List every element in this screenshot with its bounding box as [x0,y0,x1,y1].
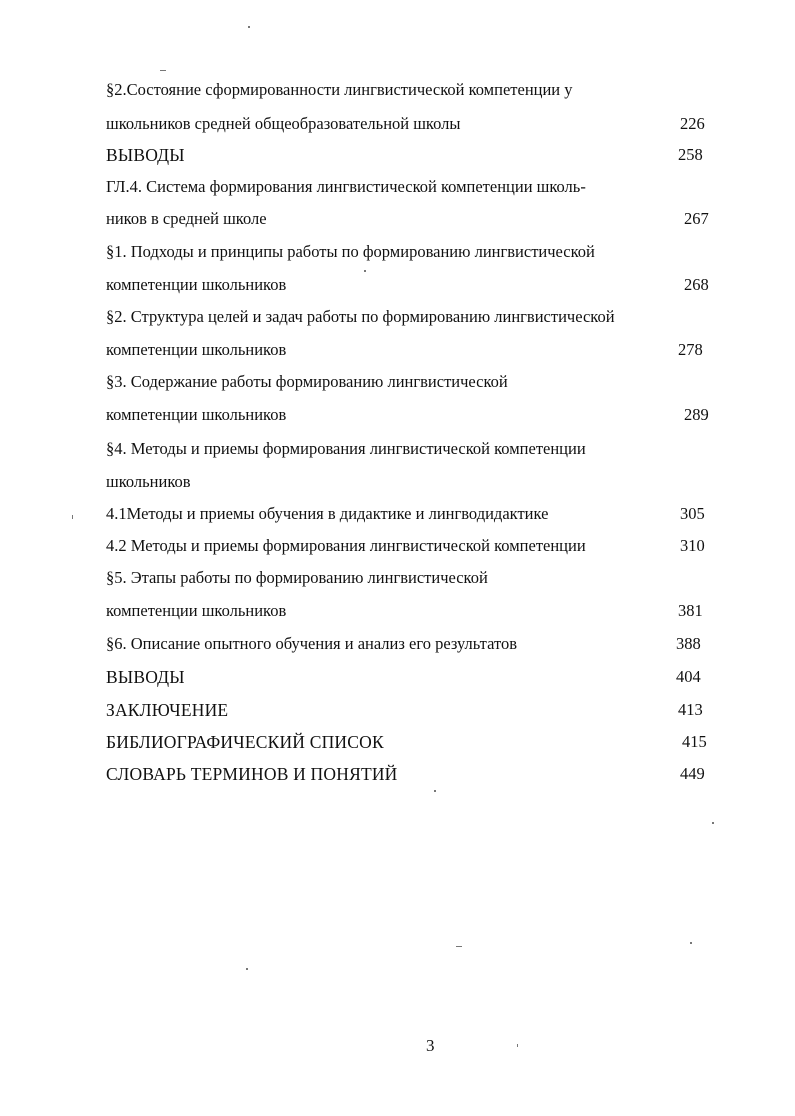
toc-entry-text: ников в средней школе [106,209,267,228]
scan-speck [690,942,692,944]
toc-entry-text: БИБЛИОГРАФИЧЕСКИЙ СПИСОК [106,732,384,752]
toc-page-number: 415 [682,732,707,751]
toc-page-number: 413 [678,700,703,719]
scan-speck [246,968,248,970]
toc-entry-text: ЗАКЛЮЧЕНИЕ [106,700,229,720]
toc-entry-text: компетенции школьников [106,405,287,424]
toc-entry-text: ВЫВОДЫ [106,667,185,687]
toc-entry-text: 4.2 Методы и приемы формирования лингвистической компетенции [106,536,586,555]
toc-entry-text: 4.1Методы и приемы обучения в дидактике и лингводидактике [106,504,549,523]
scan-speck [712,822,714,824]
toc-page-number: 310 [680,536,705,555]
toc-page-number: 258 [678,145,703,164]
scan-speck [456,946,462,947]
toc-page-number: 404 [676,667,701,686]
scan-speck [248,26,250,28]
scan-speck [517,1044,518,1047]
scan-speck [364,270,366,272]
toc-page-number: 289 [684,405,709,424]
toc-entry-text: §5. Этапы работы по формированию лингвистической [106,568,488,587]
toc-entry-text: §1. Подходы и принципы работы по формированию лингвистической [106,242,595,261]
toc-page-number: 268 [684,275,709,294]
toc-page-number: 388 [676,634,701,653]
footer-page-number: 3 [426,1036,435,1055]
scan-speck [160,70,166,71]
toc-page-number: 226 [680,114,705,133]
toc-page-number: 278 [678,340,703,359]
toc-entry-text: компетенции школьников [106,601,287,620]
toc-entry-text: §6. Описание опытного обучения и анализ его результатов [106,634,518,653]
toc-entry-text: ВЫВОДЫ [106,145,185,165]
toc-entry-text: §4. Методы и приемы формирования лингвистической компетенции [106,439,586,458]
toc-page-number: 449 [680,764,705,783]
scan-speck [434,790,436,792]
toc-entry-text: школьников средней общеобразовательной школы [106,114,461,133]
toc-entry-text: §3. Содержание работы формированию лингвистической [106,372,508,391]
scan-speck [72,515,73,519]
toc-page-number: 267 [684,209,709,228]
toc-entry-text: §2.Состояние сформированности лингвистической компетенции у [106,80,573,99]
toc-entry-text: СЛОВАРЬ ТЕРМИНОВ И ПОНЯТИЙ [106,764,398,784]
toc-entry-text: ГЛ.4. Система формирования лингвистической компетенции школь- [106,177,586,196]
toc-entry-text: школьников [106,472,191,491]
toc-entry-text: компетенции школьников [106,340,287,359]
toc-page-number: 305 [680,504,705,523]
toc-entry-text: компетенции школьников [106,275,287,294]
toc-page-number: 381 [678,601,703,620]
toc-entry-text: §2. Структура целей и задач работы по формированию лингвистической [106,307,615,326]
